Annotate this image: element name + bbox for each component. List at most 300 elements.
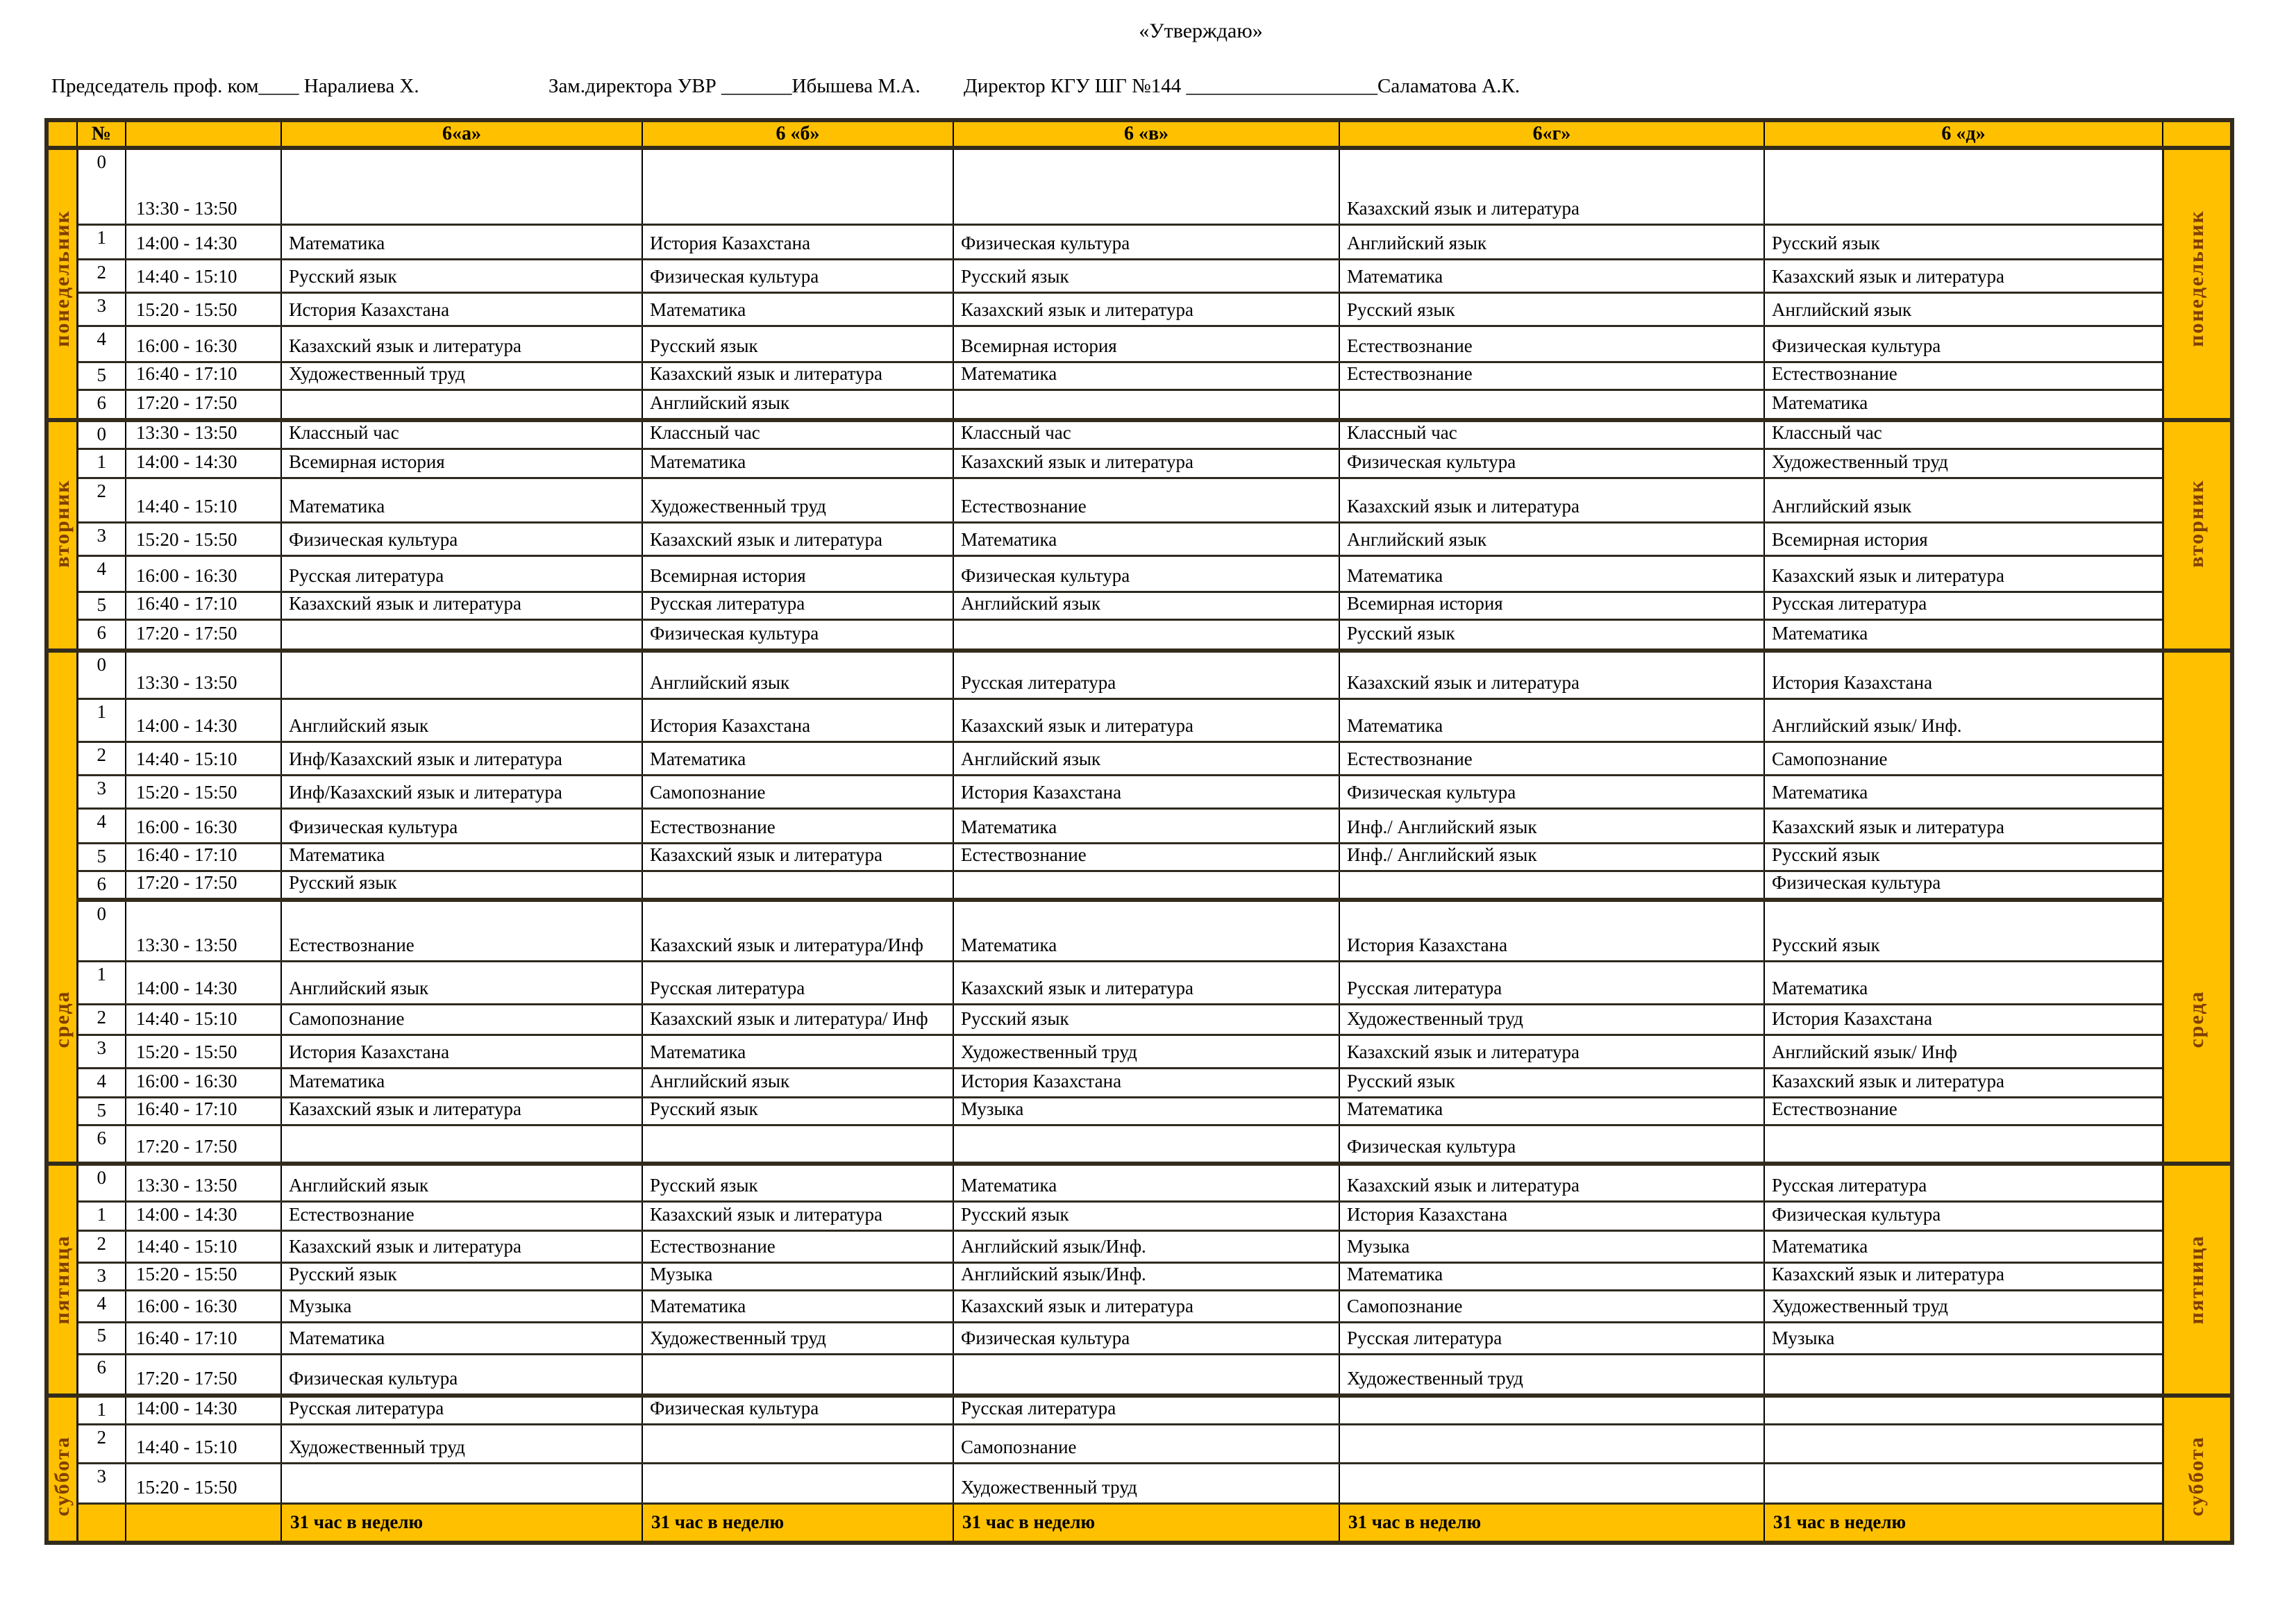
lesson-cell: Классный час bbox=[953, 420, 1339, 449]
lesson-cell: Английский язык bbox=[1339, 523, 1764, 556]
lesson-time: 16:00 - 16:30 bbox=[126, 1290, 281, 1322]
header-row bbox=[47, 120, 2232, 148]
lesson-cell: Русский язык bbox=[1339, 620, 1764, 651]
header-num: № bbox=[77, 120, 126, 148]
lesson-cell: Художественный труд bbox=[1764, 1290, 2163, 1322]
lesson-cell: Казахский язык и литература bbox=[1339, 1035, 1764, 1068]
lesson-time: 14:00 - 14:30 bbox=[126, 699, 281, 742]
lesson-cell: Классный час bbox=[1764, 420, 2163, 449]
lesson-cell: Математика bbox=[953, 362, 1339, 390]
day-sidebar-right bbox=[2163, 148, 2232, 420]
lesson-cell: Физическая культура bbox=[953, 224, 1339, 259]
lesson-cell: Математика bbox=[1339, 699, 1764, 742]
lesson-cell: Самопознание bbox=[953, 1425, 1339, 1464]
lesson-cell: Художественный труд bbox=[281, 1425, 642, 1464]
lesson-cell: Физическая культура bbox=[1764, 1201, 2163, 1230]
lesson-number: 3 bbox=[77, 776, 126, 809]
lesson-cell: Русский язык bbox=[1339, 1068, 1764, 1097]
lesson-cell: Самопознание bbox=[1339, 1290, 1764, 1322]
lesson-cell: Музыка bbox=[642, 1262, 953, 1290]
schedule-row bbox=[47, 651, 2232, 699]
schedule-row bbox=[47, 1201, 2232, 1230]
header-class-6d: 6 «д» bbox=[1764, 120, 2163, 148]
lesson-cell: Самопознание bbox=[1764, 742, 2163, 776]
lesson-cell: Английский язык bbox=[281, 1164, 642, 1201]
week-total: 31 час в неделю bbox=[953, 1504, 1339, 1543]
lesson-cell bbox=[281, 1125, 642, 1164]
lesson-cell bbox=[642, 1425, 953, 1464]
lesson-cell: Всемирная история bbox=[1339, 592, 1764, 620]
lesson-time: 16:40 - 17:10 bbox=[126, 362, 281, 390]
day-sidebar-right bbox=[2163, 1396, 2232, 1543]
lesson-cell: Математика bbox=[1339, 259, 1764, 292]
lesson-number: 4 bbox=[77, 1068, 126, 1097]
lesson-number: 6 bbox=[77, 390, 126, 420]
lesson-cell: Казахский язык и литература bbox=[953, 292, 1339, 326]
lesson-cell: Музыка bbox=[1764, 1322, 2163, 1354]
lesson-cell: Русская литература bbox=[1339, 961, 1764, 1004]
schedule-row bbox=[47, 478, 2232, 523]
lesson-number: 0 bbox=[77, 900, 126, 961]
schedule-row bbox=[47, 523, 2232, 556]
lesson-cell: Английский язык bbox=[642, 651, 953, 699]
week-total: 31 час в неделю bbox=[281, 1504, 642, 1543]
lesson-number: 6 bbox=[77, 871, 126, 901]
lesson-cell: Инф./ Английский язык bbox=[1339, 809, 1764, 844]
lesson-cell: Естествознание bbox=[1764, 362, 2163, 390]
lesson-cell: Математика bbox=[953, 809, 1339, 844]
lesson-number: 4 bbox=[77, 1290, 126, 1322]
lesson-cell: Всемирная история bbox=[953, 326, 1339, 362]
schedule-row bbox=[47, 620, 2232, 651]
lesson-cell: Казахский язык и литература bbox=[281, 592, 642, 620]
schedule-row bbox=[47, 1322, 2232, 1354]
schedule-row bbox=[47, 776, 2232, 809]
lesson-cell: Математика bbox=[281, 478, 642, 523]
lesson-cell: Самопознание bbox=[281, 1004, 642, 1035]
day-sidebar-left bbox=[47, 1396, 77, 1543]
lesson-cell bbox=[953, 1354, 1339, 1396]
lesson-time: 14:40 - 15:10 bbox=[126, 1230, 281, 1262]
lesson-time: 14:00 - 14:30 bbox=[126, 224, 281, 259]
lesson-number: 6 bbox=[77, 1125, 126, 1164]
lesson-cell: Математика bbox=[1339, 556, 1764, 592]
timetable bbox=[44, 118, 2234, 1545]
header-time bbox=[126, 120, 281, 148]
schedule-row bbox=[47, 1125, 2232, 1164]
lesson-cell bbox=[281, 148, 642, 224]
lesson-cell: Естествознание bbox=[281, 900, 642, 961]
lesson-cell: Казахский язык и литература bbox=[953, 1290, 1339, 1322]
day-sidebar-left bbox=[47, 651, 77, 1164]
day-label: понедельник bbox=[50, 210, 74, 348]
week-total: 31 час в неделю bbox=[1339, 1504, 1764, 1543]
lesson-cell bbox=[1764, 1125, 2163, 1164]
lesson-number: 2 bbox=[77, 1230, 126, 1262]
lesson-cell: Казахский язык и литература bbox=[1339, 1164, 1764, 1201]
lesson-cell: Физическая культура bbox=[642, 620, 953, 651]
lesson-time: 16:40 - 17:10 bbox=[126, 592, 281, 620]
lesson-cell bbox=[1764, 1464, 2163, 1504]
lesson-time: 14:40 - 15:10 bbox=[126, 742, 281, 776]
lesson-cell: Казахский язык и литература bbox=[1339, 651, 1764, 699]
lesson-cell: Русский язык bbox=[642, 1097, 953, 1125]
day-label: суббота bbox=[50, 1436, 74, 1516]
lesson-time: 15:20 - 15:50 bbox=[126, 776, 281, 809]
lesson-cell: Математика bbox=[281, 1068, 642, 1097]
lesson-cell: Английский язык bbox=[953, 742, 1339, 776]
schedule-row bbox=[47, 1425, 2232, 1464]
lesson-cell bbox=[1339, 871, 1764, 901]
lesson-time: 16:40 - 17:10 bbox=[126, 844, 281, 871]
lesson-cell: Русская литература bbox=[281, 556, 642, 592]
lesson-cell: Английский язык bbox=[1764, 478, 2163, 523]
schedule-row bbox=[47, 1396, 2232, 1425]
lesson-cell: Физическая культура bbox=[642, 259, 953, 292]
lesson-cell: Казахский язык и литература bbox=[1339, 478, 1764, 523]
lesson-cell: Классный час bbox=[281, 420, 642, 449]
lesson-cell: Физическая культура bbox=[1339, 449, 1764, 478]
schedule-row bbox=[47, 390, 2232, 420]
lesson-cell bbox=[1764, 1425, 2163, 1464]
lesson-number: 1 bbox=[77, 1201, 126, 1230]
schedule-row bbox=[47, 420, 2232, 449]
schedule-row bbox=[47, 556, 2232, 592]
lesson-cell: Русский язык bbox=[1764, 900, 2163, 961]
lesson-cell: История Казахстана bbox=[953, 1068, 1339, 1097]
day-sidebar-left bbox=[47, 1164, 77, 1396]
day-sidebar-left bbox=[47, 420, 77, 651]
lesson-cell: Русская литература bbox=[1764, 1164, 2163, 1201]
lesson-time: 13:30 - 13:50 bbox=[126, 420, 281, 449]
lesson-cell: Английский язык bbox=[642, 390, 953, 420]
schedule-row bbox=[47, 362, 2232, 390]
schedule-row bbox=[47, 871, 2232, 901]
lesson-time: 14:00 - 14:30 bbox=[126, 449, 281, 478]
lesson-number: 6 bbox=[77, 620, 126, 651]
lesson-cell: Физическая культура bbox=[281, 523, 642, 556]
lesson-number: 3 bbox=[77, 523, 126, 556]
footer-time-cell bbox=[126, 1504, 281, 1543]
lesson-cell: История Казахстана bbox=[953, 776, 1339, 809]
lesson-cell: Физическая культура bbox=[1339, 776, 1764, 809]
lesson-number: 5 bbox=[77, 1097, 126, 1125]
schedule-row bbox=[47, 148, 2232, 224]
lesson-cell: Казахский язык и литература bbox=[281, 1230, 642, 1262]
lesson-cell: Казахский язык и литература/Инф bbox=[642, 900, 953, 961]
schedule-row bbox=[47, 1230, 2232, 1262]
lesson-time: 13:30 - 13:50 bbox=[126, 651, 281, 699]
lesson-cell: Английский язык/ Инф bbox=[1764, 1035, 2163, 1068]
lesson-number: 0 bbox=[77, 148, 126, 224]
lesson-cell bbox=[953, 148, 1339, 224]
lesson-cell: Естествознание bbox=[642, 809, 953, 844]
header-day-right bbox=[2163, 120, 2232, 148]
lesson-cell: Математика bbox=[281, 224, 642, 259]
day-label: среда bbox=[2185, 990, 2209, 1048]
lesson-cell: Английский язык bbox=[642, 1068, 953, 1097]
signature-director: Директор КГУ ШГ №144 ___________________Саламатова А.К. bbox=[964, 75, 1520, 97]
lesson-time: 17:20 - 17:50 bbox=[126, 620, 281, 651]
lesson-cell: Казахский язык и литература bbox=[953, 449, 1339, 478]
lesson-cell: Казахский язык и литература bbox=[1339, 148, 1764, 224]
lesson-cell: Казахский язык и литература bbox=[1764, 1068, 2163, 1097]
lesson-cell: Музыка bbox=[281, 1290, 642, 1322]
day-sidebar-right bbox=[2163, 651, 2232, 1164]
lesson-time: 14:00 - 14:30 bbox=[126, 1201, 281, 1230]
lesson-time: 17:20 - 17:50 bbox=[126, 871, 281, 901]
lesson-cell: Математика bbox=[1764, 961, 2163, 1004]
lesson-number: 5 bbox=[77, 1322, 126, 1354]
lesson-cell: Математика bbox=[1339, 1262, 1764, 1290]
day-label: пятница bbox=[2185, 1234, 2209, 1325]
lesson-cell: Русский язык bbox=[281, 259, 642, 292]
lesson-cell: Английский язык bbox=[281, 961, 642, 1004]
lesson-number: 1 bbox=[77, 961, 126, 1004]
lesson-number: 1 bbox=[77, 449, 126, 478]
lesson-cell: Казахский язык и литература bbox=[1764, 556, 2163, 592]
schedule-row bbox=[47, 592, 2232, 620]
lesson-cell bbox=[953, 871, 1339, 901]
lesson-cell bbox=[1764, 1354, 2163, 1396]
lesson-cell: Английский язык/Инф. bbox=[953, 1262, 1339, 1290]
lesson-cell: Математика bbox=[953, 900, 1339, 961]
lesson-number: 3 bbox=[77, 1262, 126, 1290]
lesson-time: 16:00 - 16:30 bbox=[126, 809, 281, 844]
lesson-number: 3 bbox=[77, 1464, 126, 1504]
lesson-cell: Математика bbox=[953, 1164, 1339, 1201]
lesson-cell: Физическая культура bbox=[1339, 1125, 1764, 1164]
lesson-cell: Естествознание bbox=[953, 478, 1339, 523]
day-label: вторник bbox=[2185, 479, 2209, 569]
header-class-6g: 6«г» bbox=[1339, 120, 1764, 148]
week-total: 31 час в неделю bbox=[1764, 1504, 2163, 1543]
schedule-row bbox=[47, 259, 2232, 292]
lesson-time: 13:30 - 13:50 bbox=[126, 148, 281, 224]
lesson-cell: Самопознание bbox=[642, 776, 953, 809]
schedule-row bbox=[47, 1068, 2232, 1097]
schedule-row bbox=[47, 1004, 2232, 1035]
lesson-cell: Художественный труд bbox=[953, 1035, 1339, 1068]
lesson-time: 16:40 - 17:10 bbox=[126, 1322, 281, 1354]
lesson-time: 14:40 - 15:10 bbox=[126, 478, 281, 523]
lesson-cell: Математика bbox=[642, 1035, 953, 1068]
lesson-number: 1 bbox=[77, 1396, 126, 1425]
header-day-left bbox=[47, 120, 77, 148]
lesson-number: 3 bbox=[77, 292, 126, 326]
lesson-time: 14:00 - 14:30 bbox=[126, 961, 281, 1004]
schedule-row bbox=[47, 1262, 2232, 1290]
day-label: вторник bbox=[50, 479, 74, 569]
lesson-cell: История Казахстана bbox=[281, 1035, 642, 1068]
lesson-cell: Инф/Казахский язык и литература bbox=[281, 776, 642, 809]
lesson-cell: Художественный труд bbox=[1339, 1354, 1764, 1396]
schedule-row bbox=[47, 809, 2232, 844]
lesson-cell: Казахский язык и литература/ Инф bbox=[642, 1004, 953, 1035]
lesson-number: 5 bbox=[77, 592, 126, 620]
lesson-cell: Естествознание bbox=[1339, 742, 1764, 776]
lesson-time: 16:40 - 17:10 bbox=[126, 1097, 281, 1125]
lesson-time: 15:20 - 15:50 bbox=[126, 292, 281, 326]
lesson-cell: Физическая культура bbox=[953, 556, 1339, 592]
lesson-cell: Русский язык bbox=[281, 1262, 642, 1290]
lesson-cell: Всемирная история bbox=[642, 556, 953, 592]
lesson-cell: Инф./ Английский язык bbox=[1339, 844, 1764, 871]
schedule-row bbox=[47, 1290, 2232, 1322]
lesson-cell: История Казахстана bbox=[1764, 1004, 2163, 1035]
lesson-cell: Естествознание bbox=[1339, 326, 1764, 362]
schedule-row bbox=[47, 1464, 2232, 1504]
lesson-cell: Русская литература bbox=[642, 961, 953, 1004]
lesson-cell bbox=[1339, 390, 1764, 420]
lesson-cell: Художественный труд bbox=[642, 478, 953, 523]
lesson-cell: Естествознание bbox=[1764, 1097, 2163, 1125]
lesson-cell bbox=[642, 1125, 953, 1164]
lesson-cell bbox=[1339, 1464, 1764, 1504]
lesson-cell bbox=[281, 1464, 642, 1504]
lesson-number: 1 bbox=[77, 224, 126, 259]
lesson-number: 2 bbox=[77, 1004, 126, 1035]
lesson-cell: Русский язык bbox=[953, 259, 1339, 292]
schedule-row bbox=[47, 961, 2232, 1004]
lesson-cell: Русский язык bbox=[953, 1004, 1339, 1035]
lesson-time: 14:40 - 15:10 bbox=[126, 259, 281, 292]
lesson-cell: Математика bbox=[642, 742, 953, 776]
header-class-6b: 6 «б» bbox=[642, 120, 953, 148]
lesson-cell bbox=[1764, 1396, 2163, 1425]
lesson-cell: Художественный труд bbox=[281, 362, 642, 390]
header-class-6a: 6«а» bbox=[281, 120, 642, 148]
lesson-number: 2 bbox=[77, 478, 126, 523]
lesson-time: 14:40 - 15:10 bbox=[126, 1425, 281, 1464]
lesson-time: 16:00 - 16:30 bbox=[126, 1068, 281, 1097]
lesson-cell: Русский язык bbox=[1764, 844, 2163, 871]
day-label: суббота bbox=[2185, 1436, 2209, 1516]
lesson-cell: Русский язык bbox=[1339, 292, 1764, 326]
lesson-time: 13:30 - 13:50 bbox=[126, 900, 281, 961]
lesson-time: 16:00 - 16:30 bbox=[126, 556, 281, 592]
schedule-row bbox=[47, 326, 2232, 362]
schedule-row bbox=[47, 1097, 2232, 1125]
lesson-cell: Физическая культура bbox=[1764, 871, 2163, 901]
lesson-time: 14:00 - 14:30 bbox=[126, 1396, 281, 1425]
day-label: пятница bbox=[50, 1234, 74, 1325]
lesson-cell: Русская литература bbox=[953, 651, 1339, 699]
lesson-cell bbox=[1339, 1396, 1764, 1425]
lesson-cell: Всемирная история bbox=[1764, 523, 2163, 556]
lesson-cell: Музыка bbox=[1339, 1230, 1764, 1262]
lesson-cell: Художественный труд bbox=[1339, 1004, 1764, 1035]
schedule-row bbox=[47, 224, 2232, 259]
lesson-cell: История Казахстана bbox=[1764, 651, 2163, 699]
lesson-cell: Классный час bbox=[1339, 420, 1764, 449]
lesson-cell: История Казахстана bbox=[1339, 1201, 1764, 1230]
lesson-cell bbox=[1764, 148, 2163, 224]
day-label: понедельник bbox=[2185, 210, 2209, 348]
lesson-cell: Математика bbox=[642, 292, 953, 326]
lesson-cell: Математика bbox=[953, 523, 1339, 556]
lesson-number: 6 bbox=[77, 1354, 126, 1396]
lesson-cell: Казахский язык и литература bbox=[642, 523, 953, 556]
lesson-cell bbox=[281, 620, 642, 651]
lesson-cell: Математика bbox=[1764, 620, 2163, 651]
lesson-number: 4 bbox=[77, 326, 126, 362]
lesson-cell bbox=[953, 390, 1339, 420]
lesson-cell: Казахский язык и литература bbox=[1764, 1262, 2163, 1290]
week-total-row bbox=[47, 1504, 2232, 1543]
lesson-time: 17:20 - 17:50 bbox=[126, 1354, 281, 1396]
lesson-cell: Русский язык bbox=[281, 871, 642, 901]
lesson-cell: Всемирная история bbox=[281, 449, 642, 478]
header-class-6v: 6 «в» bbox=[953, 120, 1339, 148]
lesson-time: 15:20 - 15:50 bbox=[126, 1262, 281, 1290]
lesson-cell: Английский язык bbox=[281, 699, 642, 742]
lesson-cell: Русский язык bbox=[642, 1164, 953, 1201]
lesson-time: 17:20 - 17:50 bbox=[126, 390, 281, 420]
signature-deputy-director: Зам.директора УВР _______Ибышева М.А. bbox=[548, 75, 921, 97]
footer-num-cell bbox=[77, 1504, 126, 1543]
schedule-row bbox=[47, 292, 2232, 326]
lesson-cell: Математика bbox=[1339, 1097, 1764, 1125]
schedule-row bbox=[47, 1354, 2232, 1396]
lesson-cell: Физическая культура bbox=[1764, 326, 2163, 362]
day-sidebar-right bbox=[2163, 420, 2232, 651]
lesson-number: 2 bbox=[77, 259, 126, 292]
lesson-time: 16:00 - 16:30 bbox=[126, 326, 281, 362]
lesson-time: 17:20 - 17:50 bbox=[126, 1125, 281, 1164]
lesson-cell: История Казахстана bbox=[642, 699, 953, 742]
lesson-time: 14:40 - 15:10 bbox=[126, 1004, 281, 1035]
schedule-row bbox=[47, 1035, 2232, 1068]
day-label: среда bbox=[50, 990, 74, 1048]
lesson-cell: Физическая культура bbox=[281, 1354, 642, 1396]
lesson-cell: Естествознание bbox=[953, 844, 1339, 871]
schedule-row bbox=[47, 699, 2232, 742]
lesson-cell bbox=[642, 148, 953, 224]
lesson-number: 5 bbox=[77, 362, 126, 390]
lesson-cell: Математика bbox=[1764, 390, 2163, 420]
lesson-number: 4 bbox=[77, 556, 126, 592]
lesson-cell: Физическая культура bbox=[953, 1322, 1339, 1354]
approval-title: «Утверждаю» bbox=[1139, 19, 1263, 42]
lesson-number: 3 bbox=[77, 1035, 126, 1068]
lesson-cell: Художественный труд bbox=[953, 1464, 1339, 1504]
day-sidebar-left bbox=[47, 148, 77, 420]
lesson-number: 0 bbox=[77, 1164, 126, 1201]
lesson-number: 0 bbox=[77, 651, 126, 699]
lesson-cell: Казахский язык и литература bbox=[642, 362, 953, 390]
lesson-cell bbox=[1339, 1425, 1764, 1464]
lesson-cell: Русская литература bbox=[1339, 1322, 1764, 1354]
lesson-cell: Английский язык/Инф. bbox=[953, 1230, 1339, 1262]
lesson-cell: Казахский язык и литература bbox=[642, 1201, 953, 1230]
schedule-row bbox=[47, 742, 2232, 776]
lesson-cell: Музыка bbox=[953, 1097, 1339, 1125]
lesson-cell: Русская литература bbox=[642, 592, 953, 620]
schedule-row bbox=[47, 844, 2232, 871]
lesson-cell: Русская литература bbox=[1764, 592, 2163, 620]
lesson-cell: Английский язык bbox=[1339, 224, 1764, 259]
lesson-cell: Английский язык bbox=[1764, 292, 2163, 326]
lesson-cell: Казахский язык и литература bbox=[1764, 809, 2163, 844]
lesson-number: 4 bbox=[77, 809, 126, 844]
lesson-cell: Художественный труд bbox=[1764, 449, 2163, 478]
lesson-cell: Казахский язык и литература bbox=[953, 961, 1339, 1004]
lesson-cell: История Казахстана bbox=[642, 224, 953, 259]
lesson-cell: Естествознание bbox=[1339, 362, 1764, 390]
lesson-number: 0 bbox=[77, 420, 126, 449]
schedule-row bbox=[47, 900, 2232, 961]
